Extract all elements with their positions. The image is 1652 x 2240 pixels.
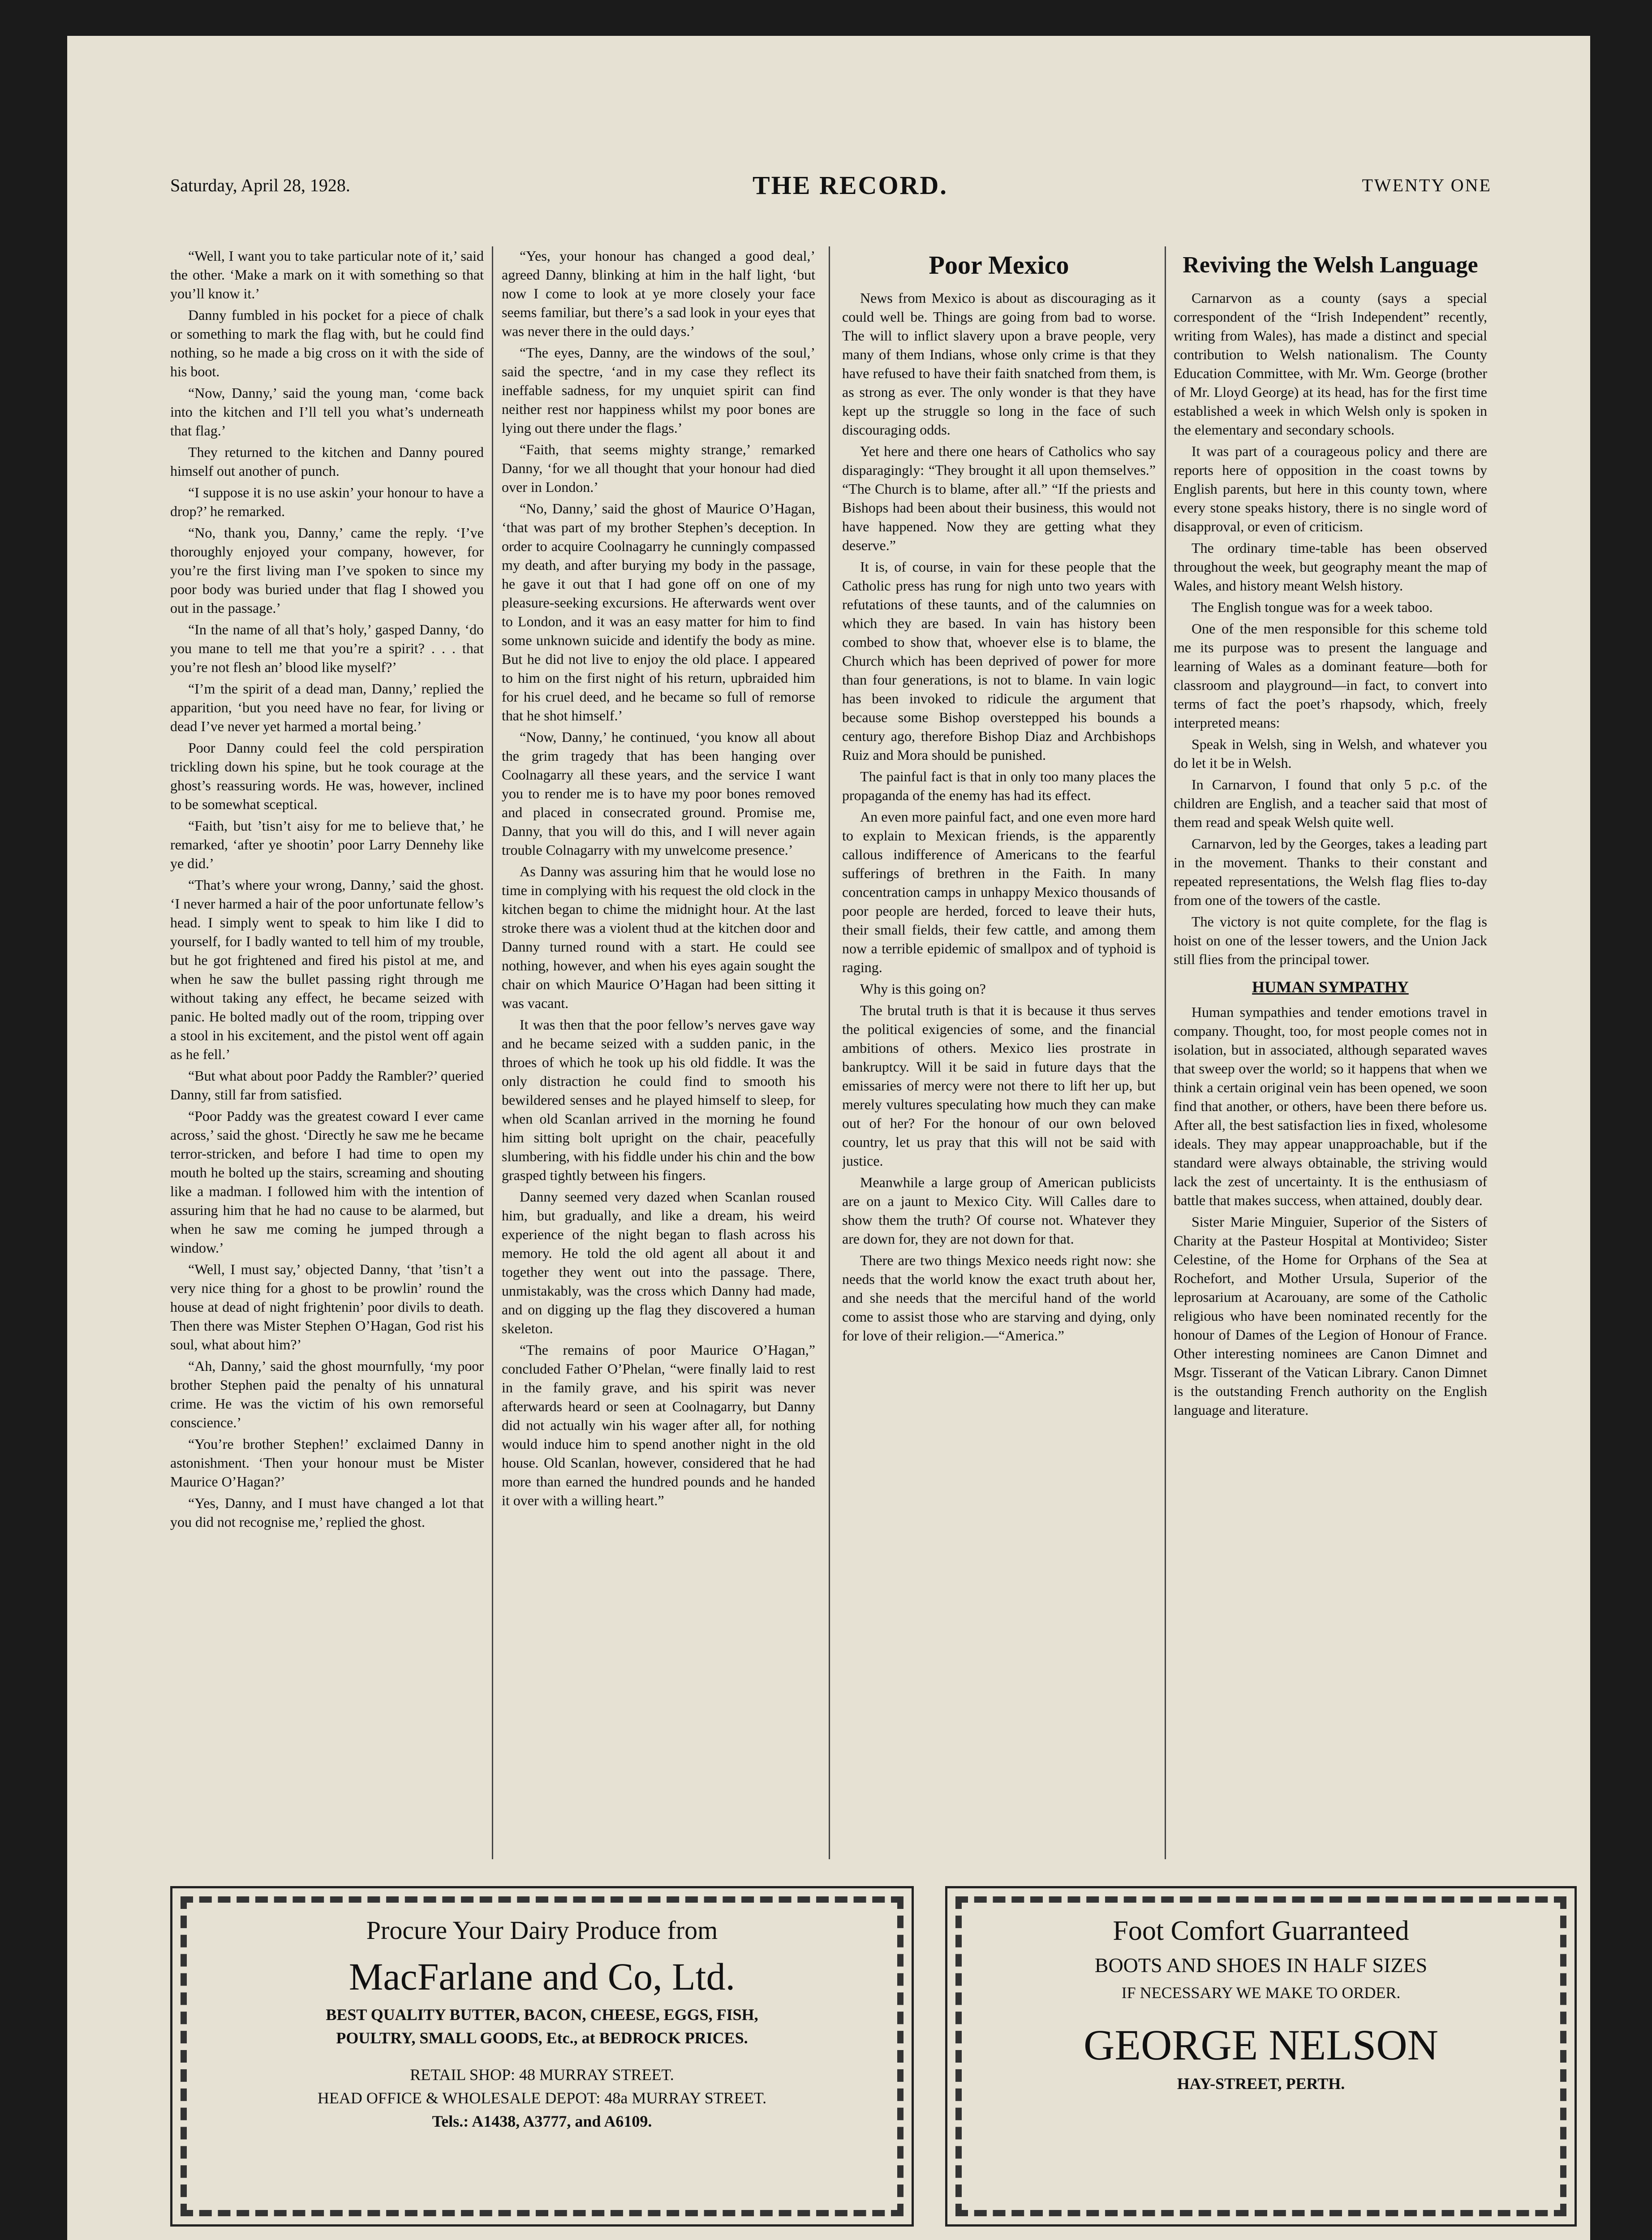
story-paragraph: “Yes, Danny, and I must have changed a lot that you did not recognise me,’ replied the ghost.	[170, 1495, 484, 1530]
story-paragraph: They returned to the kitchen and Danny poured himself out another of punch.	[170, 444, 484, 479]
article-paragraph: Carnarvon as a county (says a special correspondent of the “Irish Independent” recently, writing from Wales), has made a distinct and special contribution to Welsh nationalism. The County Education Committee, with Mr. Wm. George (brother of Mr. Lloyd George) at its head, has for the first time established a week in which Welsh only is spoken in the elementary and secondary schools.	[1174, 290, 1487, 438]
issue-date: Saturday, April 28, 1928.	[170, 175, 350, 195]
ad-text: BEST QUALITY BUTTER, BACON, CHEESE, EGGS, FISH,	[326, 2006, 758, 2024]
nelson-advertisement	[945, 1886, 1577, 2227]
story-column-2	[502, 246, 815, 1868]
article-paragraph: Human sympathies and tender emotions travel in company. Thought, too, for most people comes not in isolation, but in associated, although separated waves that sweep over the world; so it happens that when we think a certain original vein has been opened, we soon find that another, or others, have been there before us. After all, the best satisfaction lies in fixed, wholesome ideals. They may appear unapproachable, but if the standard were always obtainable, the striving would lack the zest of uncertainty. It is the enthusiasm of battle that makes success, when attained, doubly dear.	[1174, 1004, 1487, 1208]
story-paragraph: It was then that the poor fellow’s nerves gave way and he became seized with a sudden panic, in the throes of which he took up his old fiddle. It was the only distraction he could find to smooth his bewildered senses and he played himself to sleep, for when old Scanlan arrived in the morning he found him sitting bolt upright on the chair, peacefully slumbering, with his fiddle under his chin and the bow grasped tightly between his fingers.	[502, 1017, 815, 1183]
article-paragraph: Yet here and there one hears of Catholics who say disparagingly: “They brought it all upon themselves.” “The Church is to blame, after all.” “If the priests and Bishops had been about their business, this would not have happened. Now they are getting what they deserve.”	[842, 443, 1156, 553]
mexico-column	[842, 246, 1156, 1868]
story-paragraph: Danny seemed very dazed when Scanlan roused him, but gradually, and like a dream, his weird experience of the night began to flash across his memory. He told the old agent all about it and together they went out into the passage. There, unmistakably, was the cross which Danny had made, and on digging up the flag they discovered a human skeleton.	[502, 1189, 815, 1336]
macfarlane-advertisement	[170, 1886, 914, 2227]
story-paragraph: Poor Danny could feel the cold perspiration trickling down his spine, but he took courage at the ghost’s reassuring words. He was, however, inclined to be somewhat sceptical.	[170, 740, 484, 812]
article-paragraph: Why is this going on?	[860, 981, 986, 997]
page-number: TWENTY ONE	[1362, 175, 1492, 195]
column-rule	[829, 246, 830, 1859]
ad-phone: Tels.: A1438, A3777, and A6109.	[432, 2112, 652, 2130]
article-paragraph: Meanwhile a large group of American publicists are on a jaunt to Mexico City. Will Calles dare to show them the truth? Of course not. Whatever they are down for, they are not down for that.	[842, 1174, 1156, 1247]
article-paragraph: The painful fact is that in only too many places the propaganda of the enemy has had its effect.	[842, 768, 1156, 803]
column-rule	[1165, 246, 1166, 1859]
story-paragraph: “I suppose it is no use askin’ your honour to have a drop?’ he remarked.	[170, 484, 484, 519]
ad-text: Procure Your Dairy Produce from	[366, 1916, 718, 1945]
article-paragraph: The English tongue was for a week taboo.	[1192, 599, 1433, 615]
story-paragraph: “Faith, but ’tisn’t aisy for me to believe that,’ he remarked, ‘after ye shootin’ poor Larry Dennehy like ye did.’	[170, 818, 484, 871]
article-paragraph: Carnarvon, led by the Georges, takes a leading part in the movement. Thanks to their constant and repeated representations, the Welsh flag flies to-day from one of the towers of the castle.	[1174, 836, 1487, 908]
ad-address: HEAD OFFICE & WHOLESALE DEPOT: 48a MURRAY STREET.	[317, 2089, 767, 2107]
story-paragraph: “Now, Danny,’ said the young man, ‘come back into the kitchen and I’ll tell you what’s underneath that flag.’	[170, 385, 484, 439]
article-paragraph: Sister Marie Minguier, Superior of the Sisters of Charity at the Pasteur Hospital at Montivideo; Sister Celestine, of the Home for Orphans of the Sea at Rochefort, and Mother Ursula, Superior of the leprosarium at Acarouany, are some of the Catholic religious who have been nominated recently for the honour of Dames of the Legion of Honour of France. Other interesting nominees are Canon Dimnet and Msgr. Tisserant of the Vatican Library. Canon Dimnet is the outstanding French authority on the English language and literature.	[1174, 1214, 1487, 1418]
story-paragraph: “Well, I want you to take particular note of it,’ said the other. ‘Make a mark on it with something so that you’ll know it.’	[170, 248, 484, 302]
story-paragraph: “That’s where your wrong, Danny,’ said the ghost. ‘I never harmed a hair of the poor unfortunate fellow’s head. I simply went to speak to him like I did to yourself, for I badly wanted to tell him of my trouble, but he got frightened and fired his pistol at me, and when he saw the bullet passing right through me without taking any effect, he became seized with panic. He bolted madly out of the room, tripping over a stool in his excitement, and the pistol went off again as he fell.’	[170, 877, 484, 1062]
story-paragraph: “Faith, that seems mighty strange,’ remarked Danny, ‘for we all thought that your honour had died over in London.’	[502, 441, 815, 495]
article-headline: Poor Mexico	[929, 250, 1069, 280]
story-paragraph: “In the name of all that’s holy,’ gasped Danny, ‘do you mane to tell me that you’re a spirit? . . . that you’re not flesh an’ blood like myself?’	[170, 621, 484, 675]
article-paragraph: News from Mexico is about as discouraging as it could well be. Things are going from bad to worse. The will to inflict slavery upon a brave people, very many of them Indians, whose only crime is that they have refused to have their faith snatched from them, is as strong as ever. The only wonder is that they have kept up the struggle so long in the face of such discouraging odds.	[842, 290, 1156, 438]
story-paragraph: “But what about poor Paddy the Rambler?’ queried Danny, still far from satisfied.	[170, 1068, 484, 1103]
story-paragraph: “Yes, your honour has changed a good deal,’ agreed Danny, blinking at him in the half light, ‘but now I come to look at ye more closely your face seems familiar, but there’s a sad look in your eyes that was never there in the ould days.’	[502, 248, 815, 339]
welsh-column	[1174, 246, 1487, 1868]
story-paragraph: “You’re brother Stephen!’ exclaimed Danny in astonishment. ‘Then your honour must be Mister Maurice O’Hagan?’	[170, 1436, 484, 1490]
story-paragraph: Danny fumbled in his pocket for a piece of chalk or something to mark the flag with, but he could find nothing, so he made a big cross on it with the side of his boot.	[170, 307, 484, 379]
story-paragraph: “The remains of poor Maurice O’Hagan,” concluded Father O’Phelan, “were finally laid to rest in the family grave, and his spirit was never afterwards heard or seen at Coolnagarry, but Danny did not actually win his wager after all, for nothing would induce him to spend another night in the old house. Old Scanlan, however, considered that he had more than earned the hundred pounds and he handed it over with a willing heart.”	[502, 1342, 815, 1508]
article-paragraph: The ordinary time-table has been observed throughout the week, but geography meant the map of Wales, and history meant Welsh history.	[1174, 540, 1487, 594]
story-paragraph: “Ah, Danny,’ said the ghost mournfully, ‘my poor brother Stephen paid the penalty of his unnatural crime. He was the victim of his own remorseful conscience.’	[170, 1358, 484, 1430]
article-headline: Reviving the Welsh Language	[1183, 252, 1478, 278]
column-rule	[492, 246, 493, 1859]
ad-address: HAY-STREET, PERTH.	[1177, 2075, 1345, 2093]
article-paragraph: An even more painful fact, and one even more hard to explain to Mexican friends, is the apparently callous indifference of Americans to the fearful sufferings of brethren in the Faith. In many concentration camps in unhappy Mexico thousands of poor people are herded, forced to leave their huts, their small fields, their few cattle, and among them now a terrible epidemic of smallpox and of typhoid is raging.	[842, 809, 1156, 975]
ad-text: POULTRY, SMALL GOODS, Etc., at BEDROCK PRICES.	[336, 2029, 748, 2047]
newspaper-page	[67, 36, 1590, 2240]
article-paragraph: One of the men responsible for this scheme told me its purpose was to present the language and learning of Wales as a dominant feature—both for classroom and playground—in fact, to convert into terms of fact the poet’s rhapsody, which, freely interpreted means:	[1174, 620, 1487, 731]
ad-business-name: GEORGE NELSON	[1084, 2021, 1438, 2069]
story-paragraph: “The eyes, Danny, are the windows of the soul,’ said the spectre, ‘and in my case they reflect its ineffable sadness, for my unquiet spirit can find neither rest nor happiness whilst my poor bones are lying out there under the flags.’	[502, 345, 815, 436]
ad-text: Foot Comfort Guarranteed	[1113, 1916, 1409, 1946]
masthead: THE RECORD.	[753, 171, 948, 200]
article-paragraph: Speak in Welsh, sing in Welsh, and whatever you do let it be in Welsh.	[1174, 736, 1487, 771]
story-paragraph: “No, thank you, Danny,’ came the reply. ‘I’ve thoroughly enjoyed your company, however, for you’re the first living man I’ve spoken to since my poor body was buried under that flag I showed you out in the passage.’	[170, 525, 484, 616]
page-header	[170, 170, 1492, 211]
ad-text: BOOTS AND SHOES IN HALF SIZES	[1094, 1954, 1428, 1977]
ad-business-name: MacFarlane and Co, Ltd.	[348, 1955, 736, 1998]
article-paragraph: It was part of a courageous policy and there are reports here of opposition in the coast towns by English parents, but here in this county town, where every stone speaks history, there is no single word of disapproval, or even of criticism.	[1174, 443, 1487, 534]
ad-address: RETAIL SHOP: 48 MURRAY STREET.	[410, 2066, 674, 2084]
story-paragraph: “I’m the spirit of a dead man, Danny,’ replied the apparition, ‘but you need have no fear, for living or dead I’ve never yet harmed a mortal being.’	[170, 681, 484, 734]
article-paragraph: The brutal truth is that it is because it thus serves the political exigencies of some, and the financial ambitions of others. Mexico lies prostrate in bankruptcy. Will it be said in future days that the emissaries of mercy were not there to lift her up, but merely vultures speculating how much they can make out of her? For the honour of our own beloved country, let us pray that this will not be said with justice.	[842, 1002, 1156, 1169]
article-paragraph: In Carnarvon, I found that only 5 p.c. of the children are English, and a teacher said that most of them read and speak Welsh quite well.	[1174, 776, 1487, 830]
article-paragraph: There are two things Mexico needs right now: she needs that the world know the exact truth about her, and she needs that the merciful hand of the world come to assist those who are starving and dying, only for love of their religion.—“America.”	[842, 1252, 1156, 1344]
ad-text: IF NECESSARY WE MAKE TO ORDER.	[1121, 1984, 1401, 2002]
article-headline: HUMAN SYMPATHY	[1252, 978, 1409, 996]
article-paragraph: It is, of course, in vain for these people that the Catholic press has rung for nigh unto two years with refutations of these taunts, and of the calumnies on which they are based. In vain has history been combed to show that, whoever else is to blame, the Church which has been deprived of power for more than four generations, is not to blame. In vain logic has been invoked to ridicule the argument that because some Bishop overstepped his bounds a century ago, therefore Bishop Diaz and Archbishops Ruiz and Mora should be punished.	[842, 559, 1156, 763]
story-paragraph: “Poor Paddy was the greatest coward I ever came across,’ said the ghost. ‘Directly he saw me he became terror-stricken, and before I had time to open my mouth he bolted up the stairs, screaming and shouting like a madman. I followed him with the intention of assuring him that he had no cause to be alarmed, but when he saw me coming he jumped through a window.’	[170, 1108, 484, 1256]
story-paragraph: “Now, Danny,’ he continued, ‘you know all about the grim tragedy that has been hanging over Coolnagarry all these years, and the service I want you to render me is to have my poor bones removed and placed in consecrated ground. Promise me, Danny, that you will do this, and I will never again trouble Colnagarry with my unwelcome presence.’	[502, 729, 815, 858]
story-paragraph: “Well, I must say,’ objected Danny, ‘that ’tisn’t a very nice thing for a ghost to be prowlin’ round the house at dead of night frightenin’ poor divils to death. Then there was Mister Stephen O’Hagan, God rist his soul, what about him?’	[170, 1261, 484, 1353]
story-column-1	[170, 246, 484, 1868]
article-paragraph: The victory is not quite complete, for the flag is hoist on one of the lesser towers, and the Union Jack still flies from the principal tower.	[1174, 913, 1487, 967]
story-paragraph: “No, Danny,’ said the ghost of Maurice O’Hagan, ‘that was part of my brother Stephen’s deception. In order to acquire Coolnagarry he cunningly compassed my death, and after burying my body in the passage, he gave it out that I had gone off on one of my pleasure-seeking excursions. He afterwards went over to London, and it was an easy matter for him to find some unknown suicide and identify the body as mine. But he did not live to enjoy the old place. I appeared to him on the first night of his return, upbraided him for his cruel deed, and he became so full of remorse that he shot himself.’	[502, 500, 815, 724]
story-paragraph: As Danny was assuring him that he would lose no time in complying with his request the old clock in the kitchen began to chime the midnight hour. At the last stroke there was a violent thud at the kitchen door and Danny turned round with a start. He could see nothing, however, and when his eyes again sought the chair on which Maurice O’Hagan had been sitting it was vacant.	[502, 863, 815, 1011]
